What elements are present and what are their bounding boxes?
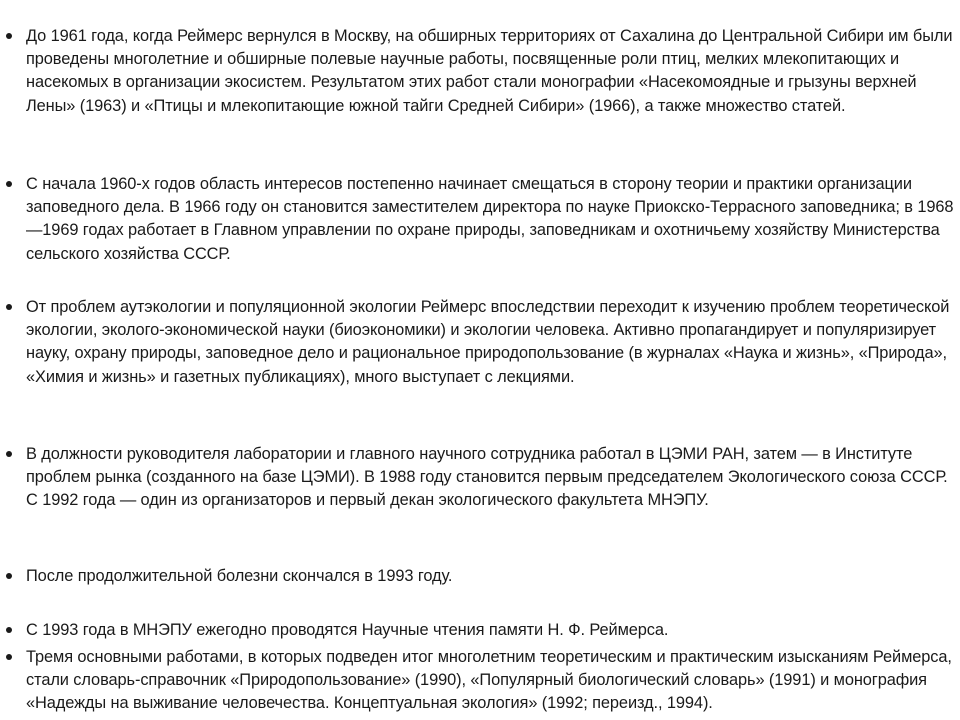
bullet-item-moscow-return xyxy=(26,25,956,118)
bullet-text: С 1993 года в МНЭПУ ежегодно проводятся Научные чтения памяти Н. Ф. Реймерса. xyxy=(26,621,669,639)
bullet-item-memorial-readings xyxy=(26,619,956,642)
bullet-item-theoretical-ecology xyxy=(26,296,956,389)
bullet-text: Тремя основными работами, в которых подведен итог многолетним теоретическим и практическим изысканиям Реймерса, стали словарь-справочник «Природопользование» (1990), «Популярный биологический словарь» (1991) и монография «Надежды на выживание человечества. Концептуальная экология» (1992; переизд., 1994). xyxy=(26,648,952,713)
bullet-dot-icon xyxy=(6,654,12,660)
bullet-item-death xyxy=(26,565,956,588)
bullet-text: От проблем аутэкологии и популяционной экологии Реймерс впоследствии переходит к изучению проблем теоретической экологии, эколого-экономической науки (биоэкономики) и экологии человека. Активно пропагандирует и популяризирует науку, охрану природы, заповедное дело и рациональное природопользование (в журналах «Наука и жизнь», «Природа», «Химия и жизнь» и газетных публикациях), много выступает с лекциями. xyxy=(26,298,950,386)
bullet-dot-icon xyxy=(6,33,12,39)
bullet-dot-icon xyxy=(6,573,12,579)
bullet-text: С начала 1960-х годов область интересов постепенно начинает смещаться в сторону теории и практики организации заповедного дела. В 1966 году он становится заместителем директора по науке Приокско-Террасного заповедника; в 1968—1969 годах работает в Главном управлении по охране природы, заповедникам и охотничьему хозяйству Министерства сельского хозяйства СССР. xyxy=(26,175,954,263)
bullet-item-reserves xyxy=(26,173,956,266)
bullet-dot-icon xyxy=(6,181,12,187)
bullet-item-cemi xyxy=(26,443,956,513)
bullet-item-main-works xyxy=(26,646,956,716)
bullet-dot-icon xyxy=(6,451,12,457)
bullet-text: После продолжительной болезни скончался в 1993 году. xyxy=(26,567,453,585)
bullet-text: До 1961 года, когда Реймерс вернулся в Москву, на обширных территориях от Сахалина до Центральной Сибири им были проведены многолетние и обширные полевые научные работы, посвященные роли птиц, мелких млекопитающих и насекомых в организации экосистем. Результатом этих работ стали монографии «Насекомоядные и грызуны верхней Лены» (1963) и «Птицы и млекопитающие южной тайги Средней Сибири» (1966), а также множество статей. xyxy=(26,27,953,115)
bullet-dot-icon xyxy=(6,627,12,633)
bullet-dot-icon xyxy=(6,304,12,310)
bullet-text: В должности руководителя лаборатории и главного научного сотрудника работал в ЦЭМИ РАН, затем — в Институте проблем рынка (созданного на базе ЦЭМИ). В 1988 году становится первым председателем Экологического союза СССР. С 1992 года — один из организаторов и первый декан экологического факультета МНЭПУ. xyxy=(26,445,948,510)
